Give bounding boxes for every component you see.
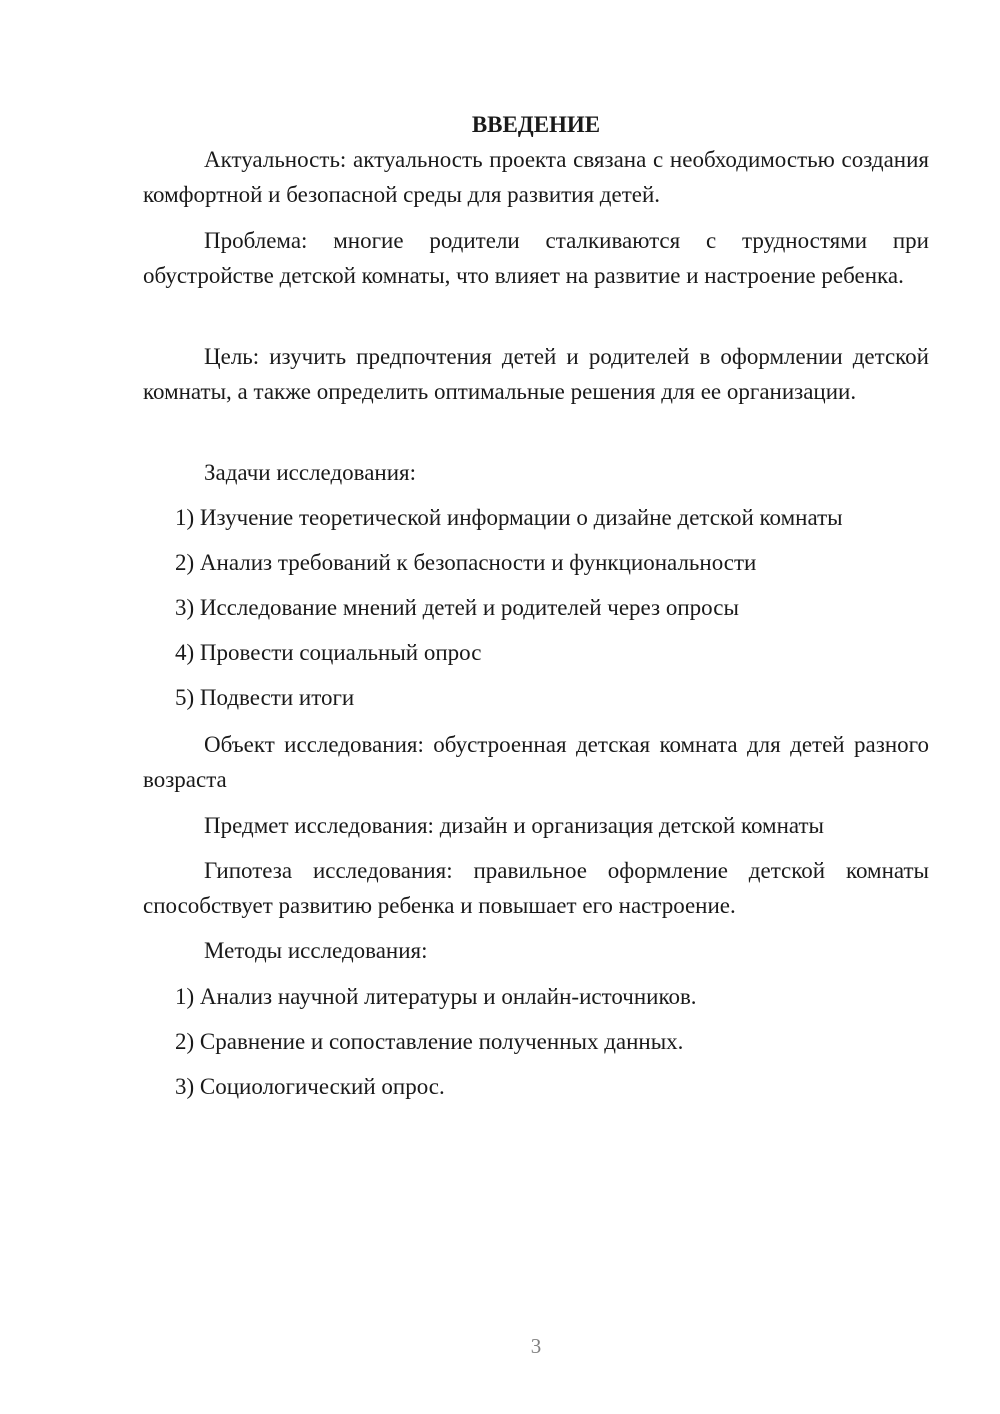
method-item: 3) Социологический опрос.: [175, 1074, 445, 1099]
task-item: 1) Изучение теоретической информации о дизайне детской комнаты: [175, 505, 843, 530]
task-item: 2) Анализ требований к безопасности и функциональности: [175, 550, 757, 575]
task-item: 4) Провести социальный опрос: [175, 640, 482, 665]
page-title: ВВЕДЕНИЕ: [471, 112, 601, 138]
task-item: 5) Подвести итоги: [175, 685, 355, 710]
methods-heading: Методы исследования:: [204, 938, 428, 963]
task-item: 3) Исследование мнений детей и родителей через опросы: [175, 595, 739, 620]
method-item: 1) Анализ научной литературы и онлайн-источников.: [175, 984, 697, 1009]
page-number: 3: [530, 1334, 542, 1358]
method-item: 2) Сравнение и сопоставление полученных данных.: [175, 1029, 684, 1054]
goal-paragraph: Цель: изучить предпочтения детей и родителей в оформлении детской комнаты, а также определить оптимальные решения для ее организации.: [143, 344, 929, 404]
object-paragraph: Объект исследования: обустроенная детская комната для детей разного возраста: [143, 732, 929, 792]
relevance-paragraph: Актуальность: актуальность проекта связана с необходимостью создания комфортной и безопасной среды для развития детей.: [143, 147, 929, 207]
subject-paragraph: Предмет исследования: дизайн и организация детской комнаты: [204, 813, 824, 838]
problem-paragraph: Проблема: многие родители сталкиваются с трудностями при обустройстве детской комнаты, что влияет на развитие и настроение ребенка.: [143, 228, 929, 288]
hypothesis-paragraph: Гипотеза исследования: правильное оформление детской комнаты способствует развитию ребенка и повышает его настроение.: [143, 858, 929, 918]
tasks-heading: Задачи исследования:: [204, 460, 417, 485]
document-page: [143, 0, 929, 1414]
